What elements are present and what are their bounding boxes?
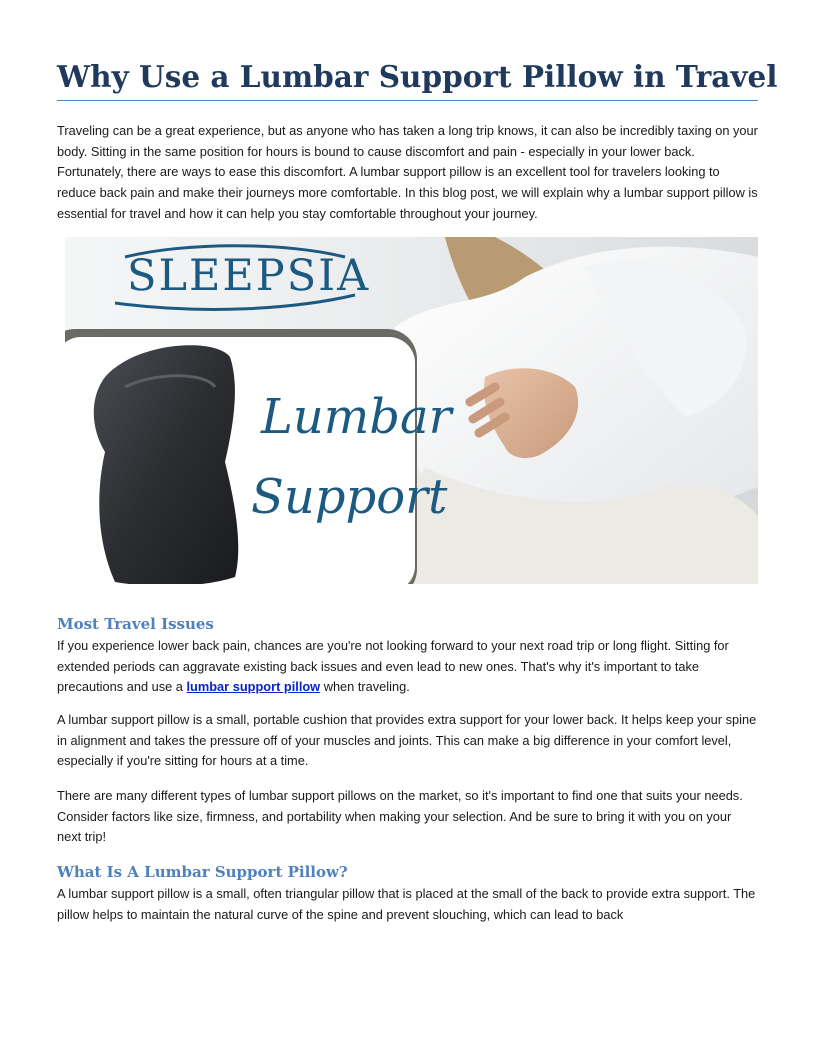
section-heading-what-is: What Is A Lumbar Support Pillow?: [57, 863, 348, 881]
section2-paragraph1: A lumbar support pillow is a small, often triangular pillow that is placed at the small of the back to provide extra support. The pillow helps to maintain the natural curve of the spine and prevent slouching, which can lead to back: [57, 886, 756, 922]
brand-logo-text: SLEEPSIA: [127, 251, 371, 301]
lumbar-support-pillow-link[interactable]: lumbar support pillow: [186, 679, 321, 695]
intro-paragraph: Traveling can be a great experience, but as anyone who has taken a long trip knows, it can also be incredibly taxing on your body. Sitting in the same position for hours is bound to cause discomfort and pain - especially in your lower back. Fortunately, there are ways to ease this discomfort. A lumbar support pillow is an excellent tool for travelers looking to reduce back pain and make their journeys more comfortable. In this blog post, we will explain why a lumbar support pillow is essential for travel and how it can help you stay comfortable throughout your journey.: [57, 123, 758, 221]
page-title: Why Use a Lumbar Support Pillow in Travel: [57, 59, 778, 94]
hero-image: [65, 237, 758, 584]
title-underline: [57, 100, 758, 101]
section1-paragraph2: A lumbar support pillow is a small, portable cushion that provides extra support for your lower back. It helps keep your spine in alignment and takes the pressure off of your muscles and joints. This can make a big difference in your comfort level, especially if you're sitting for hours at a time.: [57, 712, 757, 769]
hero-script-line2: Support: [251, 469, 448, 525]
section1-paragraph1: [57, 636, 758, 698]
section1-paragraph1-text-before: If you experience lower back pain, chances are you're not looking forward to your next road trip or long flight. Sitting for extended periods can aggravate existing back issues and even lead to new ones. That's why it's important to take precautions and use a: [57, 638, 729, 695]
section-heading-travel-issues: Most Travel Issues: [57, 615, 214, 633]
hero-script-line1: Lumbar: [261, 389, 452, 445]
section1-paragraph1-text-after: when traveling.: [320, 679, 410, 695]
section1-paragraph3: There are many different types of lumbar support pillows on the market, so it's important to find one that suits your needs. Consider factors like size, firmness, and portability when making your selection. And be sure to bring it with you on your next trip!: [57, 788, 743, 845]
